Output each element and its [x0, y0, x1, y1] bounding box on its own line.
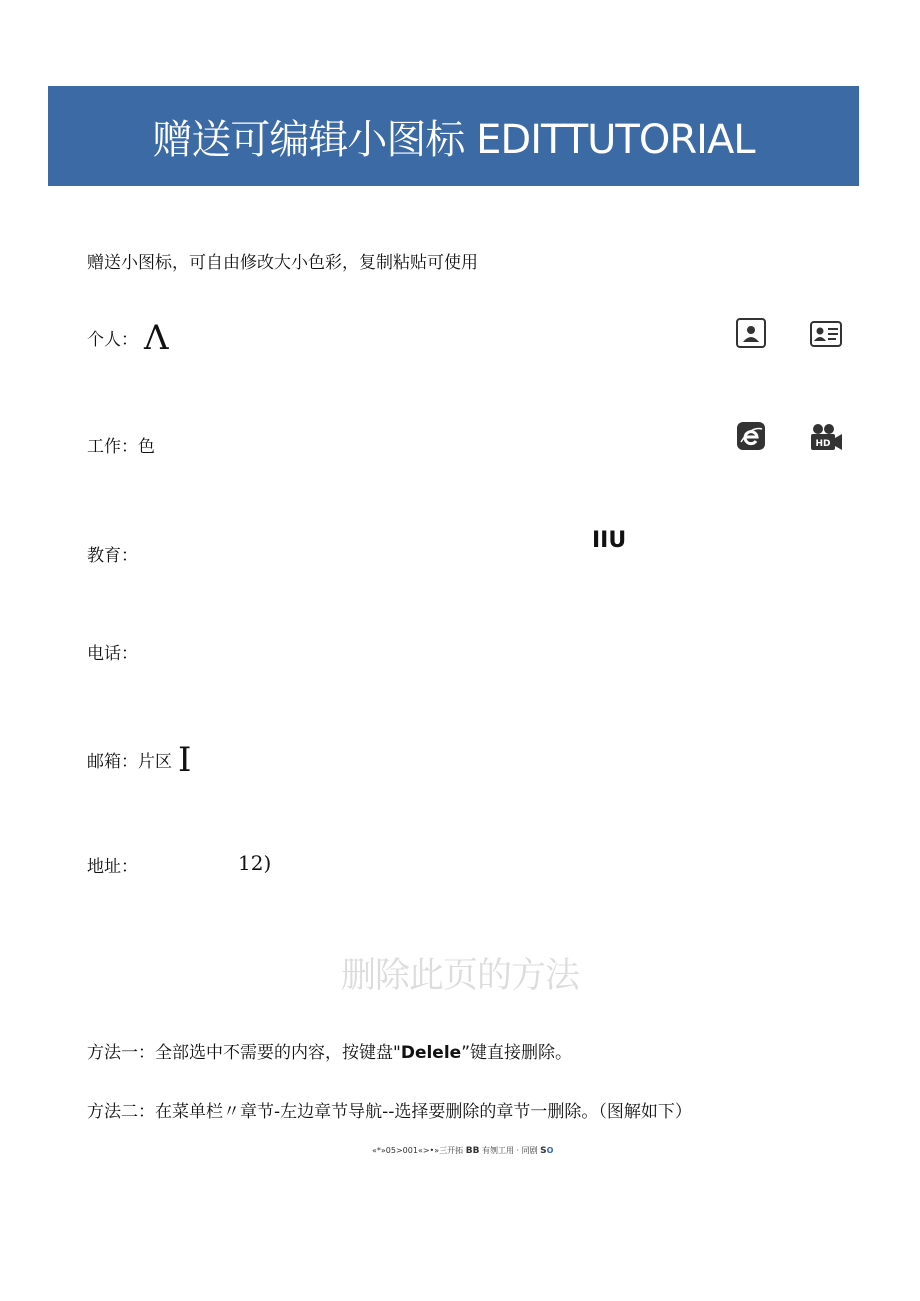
email-mark: I: [178, 740, 192, 780]
footer-part-d: S: [540, 1146, 547, 1156]
work-row: [87, 432, 155, 457]
delete-section-title: 删除此页的方法: [340, 956, 579, 996]
email-row: [87, 740, 191, 780]
method-one-key: Delele: [400, 1043, 462, 1063]
svg-text:HD: HD: [815, 439, 831, 449]
personal-value: Λ: [144, 318, 169, 358]
footer-part-a: «*»05>001«>•»三开拓: [372, 1146, 464, 1155]
banner-title: 赠送可编辑小图标 EDITTUTORIAL: [152, 116, 755, 163]
address-label: 地址：: [87, 857, 138, 877]
education-value: IIU: [592, 528, 627, 553]
phone-label: 电话：: [87, 644, 138, 664]
work-label: 工作：: [87, 437, 138, 457]
id-card-icon: [809, 318, 843, 350]
address-value: 12): [238, 851, 272, 875]
email-value: 片区: [138, 752, 172, 772]
personal-label: 个人：: [87, 330, 138, 350]
email-label: 邮箱：: [87, 752, 138, 772]
profile-card-icon: [735, 317, 767, 349]
work-value: 色: [138, 437, 155, 457]
footer-part-e: O: [546, 1146, 554, 1155]
hd-video-camera-icon: [809, 421, 843, 453]
method-one-suffix: ”键直接删除。: [461, 1043, 572, 1063]
method-one: [87, 1038, 572, 1063]
personal-row: [87, 318, 169, 358]
footer-part-b: BB: [465, 1146, 480, 1156]
intro-text: 赠送小图标，可自由修改大小色彩，复制粘贴可使用: [87, 253, 478, 273]
footer-part-c: 有刎工用 · 同剧: [481, 1146, 538, 1155]
method-one-prefix: 方法一：全部选中不需要的内容，按键盘": [87, 1043, 401, 1063]
title-banner: [48, 86, 859, 186]
ie-browser-icon: [735, 420, 767, 452]
method-two: 方法二：在菜单栏〃章节-左边章节导航--选择要删除的章节一删除。（图解如下）: [87, 1102, 692, 1122]
education-label: 教育：: [87, 546, 138, 566]
footer-caption: [372, 1145, 553, 1156]
